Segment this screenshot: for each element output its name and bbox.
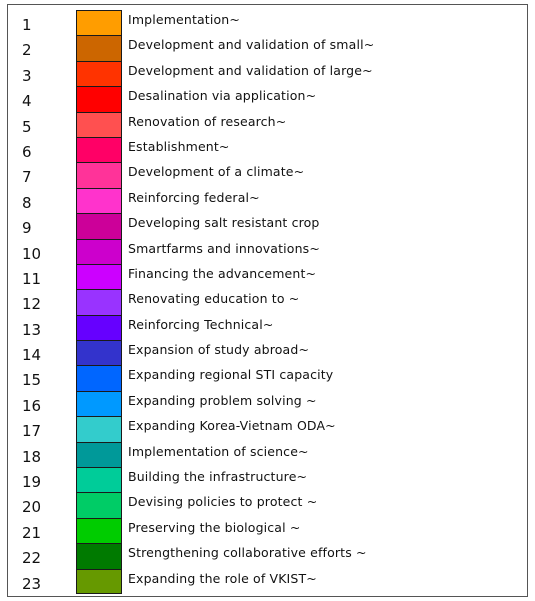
legend-label: Establishment~ (128, 138, 230, 154)
legend-label: Smartfarms and innovations~ (128, 240, 320, 256)
legend-label: Expanding the role of VKIST~ (128, 570, 317, 586)
legend-number: 6 (22, 142, 32, 161)
legend-number: 15 (22, 371, 42, 390)
legend-label: Developing salt resistant crop (128, 215, 320, 231)
legend-number: 4 (22, 92, 32, 111)
legend-number: 23 (22, 574, 42, 593)
legend-number: 1 (22, 16, 32, 34)
legend-label: Development of a climate~ (128, 164, 305, 180)
legend-number: 11 (22, 269, 42, 288)
legend-label: Implementation~ (128, 12, 240, 27)
legend-number: 20 (22, 498, 42, 517)
legend-row (8, 365, 527, 390)
legend-label: Expanding regional STI capacity (128, 367, 334, 383)
legend-number: 17 (22, 422, 42, 441)
legend-number: 13 (22, 320, 42, 339)
legend-row (8, 61, 527, 86)
color-swatch (76, 162, 122, 187)
legend-row (8, 518, 527, 543)
legend-row (8, 391, 527, 416)
legend-label: Development and validation of large~ (128, 62, 373, 78)
legend-number: 16 (22, 396, 42, 415)
legend-label: Expanding Korea-Vietnam ODA~ (128, 418, 336, 434)
legend-row (8, 162, 527, 187)
legend-row (8, 442, 527, 467)
color-swatch (76, 188, 122, 213)
color-swatch (76, 340, 122, 365)
legend-row (8, 543, 527, 568)
color-swatch (76, 61, 122, 86)
color-swatch (76, 391, 122, 416)
color-swatch (76, 416, 122, 441)
color-swatch (76, 213, 122, 238)
legend-number: 5 (22, 117, 32, 136)
legend-row (8, 35, 527, 60)
legend-number: 18 (22, 447, 42, 466)
color-swatch (76, 10, 122, 35)
legend-label: Renovating education to ~ (128, 291, 300, 307)
legend-row (8, 239, 527, 264)
color-swatch (76, 569, 122, 594)
legend-label: Expansion of study abroad~ (128, 342, 310, 358)
legend-number: 8 (22, 193, 32, 212)
legend-number: 7 (22, 168, 32, 187)
legend-row (8, 315, 527, 340)
legend-number: 2 (22, 41, 32, 60)
legend-label: Renovation of research~ (128, 113, 287, 129)
legend-row (8, 492, 527, 517)
color-swatch (76, 239, 122, 264)
legend-number: 9 (22, 219, 32, 238)
legend-row (8, 213, 527, 238)
legend-list (8, 10, 527, 594)
color-swatch (76, 442, 122, 467)
color-swatch (76, 365, 122, 390)
legend-row (8, 86, 527, 111)
color-swatch (76, 137, 122, 162)
color-swatch (76, 289, 122, 314)
legend-number: 22 (22, 549, 42, 568)
legend-panel (7, 4, 528, 597)
color-swatch (76, 543, 122, 568)
legend-row (8, 188, 527, 213)
legend-row (8, 289, 527, 314)
legend-label: Development and validation of small~ (128, 37, 375, 53)
legend-number: 12 (22, 295, 42, 314)
legend-number: 19 (22, 473, 42, 492)
legend-row (8, 569, 527, 594)
legend-label: Reinforcing Technical~ (128, 316, 274, 332)
legend-row (8, 340, 527, 365)
legend-number: 10 (22, 244, 42, 263)
color-swatch (76, 467, 122, 492)
legend-label: Preserving the biological ~ (128, 519, 301, 535)
legend-label: Devising policies to protect ~ (128, 494, 318, 510)
legend-number: 14 (22, 346, 42, 365)
legend-row (8, 416, 527, 441)
legend-label: Reinforcing federal~ (128, 189, 260, 205)
color-swatch (76, 492, 122, 517)
legend-row (8, 467, 527, 492)
color-swatch (76, 315, 122, 340)
legend-label: Building the infrastructure~ (128, 469, 308, 485)
legend-label: Implementation of science~ (128, 443, 309, 459)
legend-label: Strengthening collaborative efforts ~ (128, 545, 367, 561)
color-swatch (76, 264, 122, 289)
legend-number: 21 (22, 523, 42, 542)
legend-label: Desalination via application~ (128, 88, 317, 104)
legend-row (8, 264, 527, 289)
legend-label: Expanding problem solving ~ (128, 392, 317, 408)
color-swatch (76, 35, 122, 60)
color-swatch (76, 518, 122, 543)
legend-label: Financing the advancement~ (128, 265, 317, 281)
color-swatch (76, 112, 122, 137)
legend-row (8, 137, 527, 162)
legend-row (8, 112, 527, 137)
legend-number: 3 (22, 66, 32, 85)
legend-row (8, 10, 527, 35)
color-swatch (76, 86, 122, 111)
